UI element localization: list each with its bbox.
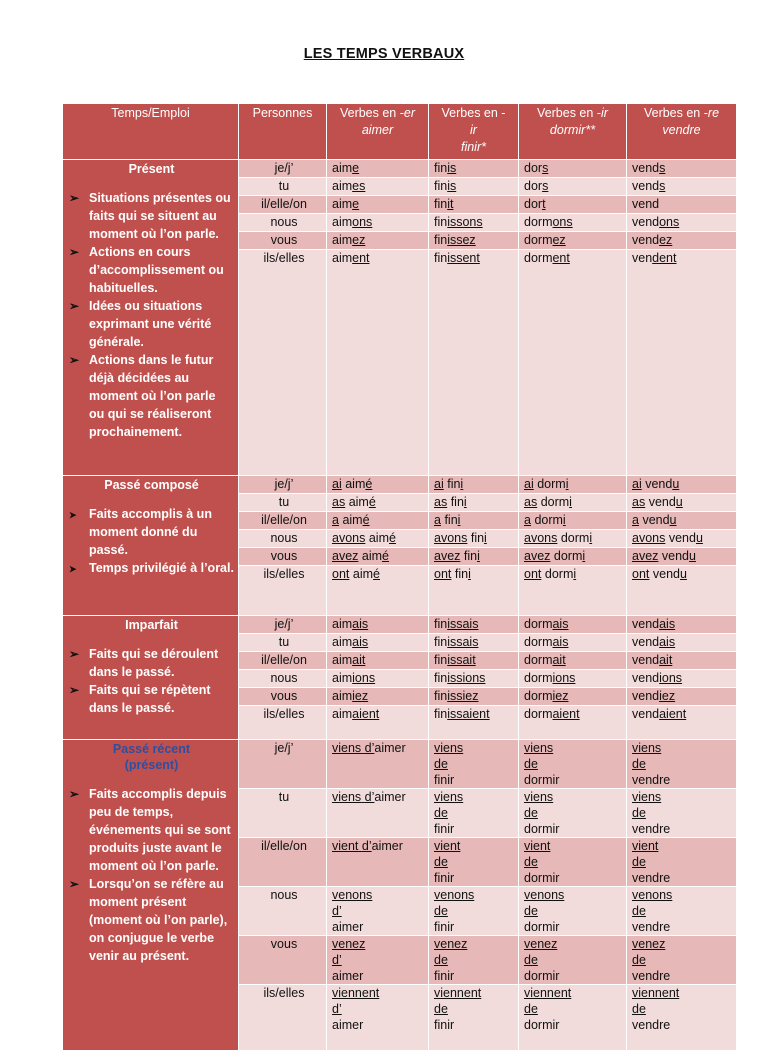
- verb-cell-vendre: vends: [627, 178, 737, 196]
- verb-cell-finir: ai fini: [429, 476, 519, 494]
- verb-cell-vendre: vend: [627, 196, 737, 214]
- verb-cell-dormir: ai dormi: [519, 476, 627, 494]
- verb-cell-aimer: aimais: [327, 634, 429, 652]
- verb-cell-finir: finissais: [429, 616, 519, 634]
- table-row: [63, 476, 737, 494]
- verb-cell-vendre: vendions: [627, 670, 737, 688]
- tense-name: Imparfait: [125, 618, 178, 632]
- verb-cell-dormir: avons dormi: [519, 530, 627, 548]
- verb-cell-dormir: vient de dormir: [519, 838, 627, 887]
- verb-cell-finir: avez fini: [429, 548, 519, 566]
- person-cell: ils/elles: [239, 985, 327, 1051]
- person-cell: nous: [239, 214, 327, 232]
- verb-cell-dormir: dort: [519, 196, 627, 214]
- tense-passe_compose: [63, 476, 239, 616]
- verb-cell-dormir: dormait: [519, 652, 627, 670]
- verb-cell-vendre: vends: [627, 160, 737, 178]
- header-er: Verbes en -er aimer: [327, 104, 429, 160]
- verb-cell-finir: viennent de finir: [429, 985, 519, 1051]
- tense-name: Présent: [128, 162, 175, 176]
- usage-bullet: ➢ Actions dans le futur déjà décidées au moment où l’on parle ou qui se réaliseront prochainement.: [69, 351, 234, 441]
- verb-cell-finir: venons de finir: [429, 887, 519, 936]
- person-cell: ils/elles: [239, 566, 327, 616]
- verb-cell-finir: a fini: [429, 512, 519, 530]
- verb-cell-vendre: venons de vendre: [627, 887, 737, 936]
- usage-bullet: ➤ Temps privilégié à l’oral.: [69, 559, 234, 577]
- usage-bullet: ➢ Faits accomplis depuis peu de temps, événements qui se sont produits juste avant le moment où l’on parle.: [69, 785, 234, 875]
- verb-cell-aimer: aimez: [327, 232, 429, 250]
- verb-cell-vendre: venez de vendre: [627, 936, 737, 985]
- person-cell: vous: [239, 936, 327, 985]
- tense-present: [63, 160, 239, 476]
- verb-cell-finir: finissiez: [429, 688, 519, 706]
- usage-bullet: ➢ Situations présentes ou faits qui se situent au moment où l’on parle.: [69, 189, 234, 243]
- usage-bullet: ➢ Actions en cours d’accomplissement ou habituelles.: [69, 243, 234, 297]
- person-cell: vous: [239, 232, 327, 250]
- header-re: Verbes en -re vendre: [627, 104, 737, 160]
- usage-bullet: ➤ Faits accomplis à un moment donné du passé.: [69, 505, 234, 559]
- tense-name: Passé récent (présent): [112, 742, 191, 772]
- verb-cell-vendre: vendiez: [627, 688, 737, 706]
- person-cell: je/j’: [239, 160, 327, 178]
- verb-cell-vendre: ai vendu: [627, 476, 737, 494]
- usage-bullet: ➢ Faits qui se déroulent dans le passé.: [69, 645, 234, 681]
- person-cell: il/elle/on: [239, 652, 327, 670]
- person-cell: je/j’: [239, 476, 327, 494]
- verb-cell-vendre: vendais: [627, 634, 737, 652]
- person-cell: nous: [239, 530, 327, 548]
- header-row: [63, 104, 737, 160]
- verb-cell-finir: avons fini: [429, 530, 519, 548]
- page-title: LES TEMPS VERBAUX: [303, 46, 465, 62]
- verb-cell-vendre: vendez: [627, 232, 737, 250]
- table-row: [63, 740, 737, 789]
- verb-cell-dormir: venons de dormir: [519, 887, 627, 936]
- verb-cell-dormir: dormions: [519, 670, 627, 688]
- tense-name: Passé composé: [104, 478, 199, 492]
- verb-cell-dormir: avez dormi: [519, 548, 627, 566]
- verb-cell-dormir: dormons: [519, 214, 627, 232]
- verb-cell-finir: finissons: [429, 214, 519, 232]
- verb-cell-dormir: viennent de dormir: [519, 985, 627, 1051]
- verb-cell-vendre: vendons: [627, 214, 737, 232]
- verb-cell-vendre: vendais: [627, 616, 737, 634]
- verb-cell-vendre: vendait: [627, 652, 737, 670]
- verb-cell-finir: finissaient: [429, 706, 519, 740]
- verb-cell-vendre: vendaient: [627, 706, 737, 740]
- usage-bullet: ➢ Faits qui se répètent dans le passé.: [69, 681, 234, 717]
- conjugation-table: [62, 103, 737, 1051]
- verb-cell-aimer: venez d’ aimer: [327, 936, 429, 985]
- verb-cell-dormir: a dormi: [519, 512, 627, 530]
- verb-cell-aimer: aimons: [327, 214, 429, 232]
- verb-cell-aimer: aimes: [327, 178, 429, 196]
- verb-cell-finir: finissait: [429, 652, 519, 670]
- verb-cell-vendre: viennent de vendre: [627, 985, 737, 1051]
- verb-cell-aimer: a aimé: [327, 512, 429, 530]
- verb-cell-dormir: dormaient: [519, 706, 627, 740]
- verb-cell-finir: finissais: [429, 634, 519, 652]
- verb-cell-vendre: viens de vendre: [627, 740, 737, 789]
- person-cell: je/j’: [239, 740, 327, 789]
- person-cell: ils/elles: [239, 250, 327, 476]
- verb-cell-aimer: aimaient: [327, 706, 429, 740]
- verb-cell-aimer: venons d’ aimer: [327, 887, 429, 936]
- verb-cell-vendre: viens de vendre: [627, 789, 737, 838]
- verb-cell-dormir: ont dormi: [519, 566, 627, 616]
- verb-cell-aimer: ont aimé: [327, 566, 429, 616]
- verb-cell-aimer: aimions: [327, 670, 429, 688]
- verb-cell-vendre: vient de vendre: [627, 838, 737, 887]
- verb-cell-aimer: avons aimé: [327, 530, 429, 548]
- header-tense: Temps/Emploi: [63, 104, 239, 160]
- table-row: [63, 160, 737, 178]
- verb-cell-aimer: viens d’aimer: [327, 740, 429, 789]
- verb-cell-finir: viens de finir: [429, 740, 519, 789]
- person-cell: tu: [239, 178, 327, 196]
- verb-cell-dormir: as dormi: [519, 494, 627, 512]
- verb-cell-aimer: aime: [327, 196, 429, 214]
- verb-cell-dormir: dorment: [519, 250, 627, 476]
- verb-cell-finir: vient de finir: [429, 838, 519, 887]
- person-cell: tu: [239, 789, 327, 838]
- person-cell: il/elle/on: [239, 512, 327, 530]
- usage-bullet: ➢ Idées ou situations exprimant une vérité générale.: [69, 297, 234, 351]
- verb-cell-dormir: viens de dormir: [519, 789, 627, 838]
- verb-cell-aimer: as aimé: [327, 494, 429, 512]
- verb-cell-finir: venez de finir: [429, 936, 519, 985]
- verb-cell-aimer: aiment: [327, 250, 429, 476]
- verb-cell-finir: finis: [429, 160, 519, 178]
- verb-cell-vendre: as vendu: [627, 494, 737, 512]
- verb-cell-vendre: avez vendu: [627, 548, 737, 566]
- verb-cell-finir: viens de finir: [429, 789, 519, 838]
- verb-cell-dormir: dors: [519, 178, 627, 196]
- person-cell: il/elle/on: [239, 196, 327, 214]
- verb-cell-vendre: ont vendu: [627, 566, 737, 616]
- person-cell: tu: [239, 494, 327, 512]
- verb-cell-aimer: viennent d’ aimer: [327, 985, 429, 1051]
- verb-cell-dormir: dormez: [519, 232, 627, 250]
- person-cell: ils/elles: [239, 706, 327, 740]
- verb-cell-vendre: avons vendu: [627, 530, 737, 548]
- verb-cell-aimer: aimiez: [327, 688, 429, 706]
- verb-cell-aimer: aimait: [327, 652, 429, 670]
- person-cell: vous: [239, 688, 327, 706]
- verb-cell-dormir: viens de dormir: [519, 740, 627, 789]
- verb-cell-dormir: dormais: [519, 616, 627, 634]
- person-cell: nous: [239, 887, 327, 936]
- verb-cell-finir: ont fini: [429, 566, 519, 616]
- verb-cell-aimer: ai aimé: [327, 476, 429, 494]
- table-row: [63, 616, 737, 634]
- verb-cell-aimer: aimais: [327, 616, 429, 634]
- person-cell: nous: [239, 670, 327, 688]
- tense-imparfait: [63, 616, 239, 740]
- person-cell: il/elle/on: [239, 838, 327, 887]
- verb-cell-finir: finissez: [429, 232, 519, 250]
- verb-cell-vendre: a vendu: [627, 512, 737, 530]
- verb-cell-vendre: vendent: [627, 250, 737, 476]
- verb-cell-dormir: dormais: [519, 634, 627, 652]
- verb-cell-finir: finissent: [429, 250, 519, 476]
- header-ir-dormir: Verbes en -ir dormir**: [519, 104, 627, 160]
- person-cell: tu: [239, 634, 327, 652]
- person-cell: je/j’: [239, 616, 327, 634]
- usage-bullet: ➢ Lorsqu’on se réfère au moment présent (moment où l’on parle), on conjugue le verbe venir au présent.: [69, 875, 234, 965]
- header-ir-finir: Verbes en - ir finir*: [429, 104, 519, 160]
- verb-cell-finir: as fini: [429, 494, 519, 512]
- verb-cell-finir: finissions: [429, 670, 519, 688]
- verb-cell-aimer: viens d’aimer: [327, 789, 429, 838]
- verb-cell-dormir: venez de dormir: [519, 936, 627, 985]
- verb-cell-dormir: dormiez: [519, 688, 627, 706]
- verb-cell-dormir: dors: [519, 160, 627, 178]
- tense-passe_recent: [63, 740, 239, 1051]
- verb-cell-aimer: avez aimé: [327, 548, 429, 566]
- verb-cell-finir: finis: [429, 178, 519, 196]
- verb-cell-finir: finit: [429, 196, 519, 214]
- person-cell: vous: [239, 548, 327, 566]
- verb-cell-aimer: aime: [327, 160, 429, 178]
- verb-cell-aimer: vient d’aimer: [327, 838, 429, 887]
- header-persons: Personnes: [239, 104, 327, 160]
